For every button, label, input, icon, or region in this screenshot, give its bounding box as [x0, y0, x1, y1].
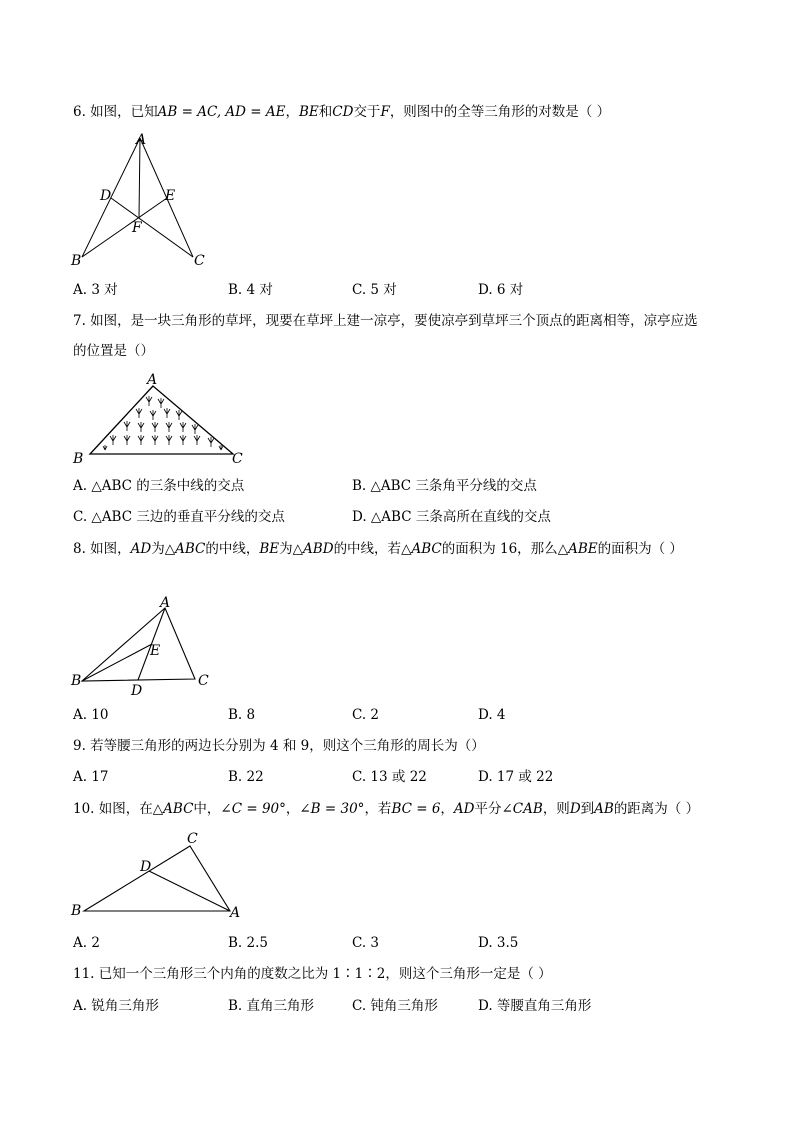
- q10-text-3: ，: [285, 801, 300, 817]
- q10-text-4: ，若: [364, 801, 392, 817]
- q10-ab: AB: [594, 801, 614, 817]
- q11-option-d[interactable]: D. 等腰直角三角形: [478, 998, 592, 1014]
- q10-text-6: 平分: [474, 801, 502, 817]
- q10-ad: AD: [453, 801, 475, 817]
- q9-stem: 9. 若等腰三角形的两边长分别为 4 和 9，则这个三角形的周长为（）: [73, 738, 485, 754]
- q7-option-b[interactable]: B. △ABC 三条角平分线的交点: [352, 478, 537, 494]
- q10-label-a: A: [230, 905, 241, 921]
- q9-option-d[interactable]: D. 17 或 22: [478, 769, 554, 785]
- q11-stem: 11. 已知一个三角形三个内角的度数之比为 1∶1∶2，则这个三角形一定是（ ）: [73, 966, 552, 982]
- q8-abc-2: △ABC: [401, 541, 442, 557]
- q11-option-b[interactable]: B. 直角三角形: [228, 998, 315, 1014]
- q8-abd: △ABD: [292, 541, 334, 557]
- q6-option-b[interactable]: B. 4 对: [228, 282, 273, 298]
- q10-label-c: C: [187, 831, 198, 847]
- q6-label-f: F: [132, 220, 142, 236]
- q6-be: BE: [299, 104, 319, 120]
- q8-label-a: A: [160, 595, 171, 611]
- q6-option-d[interactable]: D. 6 对: [478, 282, 524, 298]
- q9-option-a[interactable]: A. 17: [73, 769, 109, 785]
- q8-text-5: 的中线，若: [333, 541, 402, 557]
- q7-grass-pattern: [103, 396, 223, 450]
- q7-option-a[interactable]: A. △ABC 的三条中线的交点: [73, 478, 245, 494]
- q8-figure: [60, 590, 225, 700]
- q6-meet: 交于: [353, 104, 381, 120]
- q11-option-c[interactable]: C. 钝角三角形: [352, 998, 438, 1014]
- q10-angle-b: ∠B = 30°: [299, 801, 365, 817]
- q8-text-7: 的面积为（ ）: [597, 541, 683, 557]
- q8-stem: [73, 539, 683, 559]
- q11-option-a[interactable]: A. 锐角三角形: [73, 998, 159, 1014]
- q7-stem-line2: 的位置是（）: [73, 343, 154, 359]
- q6-figure: [60, 128, 220, 273]
- q6-and: 和: [318, 104, 333, 120]
- q8-text-1: 8. 如图，: [73, 541, 131, 557]
- q10-angle-c: ∠C = 90°: [220, 801, 286, 817]
- q8-option-d[interactable]: D. 4: [478, 707, 506, 723]
- q10-text-9: 的距离为（ ）: [613, 801, 700, 817]
- q9-option-c[interactable]: C. 13 或 22: [352, 769, 427, 785]
- q8-be: BE: [259, 541, 280, 557]
- q7-stem-line1: 7. 如图，是一块三角形的草坪，现要在草坪上建一凉亭，要使凉亭到草坪三个顶点的距离相等，凉亭应选: [73, 313, 698, 329]
- q10-stem: [73, 799, 699, 819]
- q8-abe: △ABE: [557, 541, 598, 557]
- q6-sep: ，: [285, 104, 299, 120]
- q7-figure: [65, 370, 255, 470]
- q8-text-2: 为: [151, 541, 165, 557]
- q10-text-5: ，: [440, 801, 454, 817]
- q6-label-a: A: [136, 132, 147, 148]
- q8-abc-1: △ABC: [164, 541, 206, 557]
- q8-option-c[interactable]: C. 2: [352, 707, 380, 723]
- q10-option-c[interactable]: C. 3: [352, 935, 380, 951]
- q6-label-d: D: [100, 188, 112, 204]
- q10-text-1: 10. 如图，在: [73, 801, 153, 817]
- q8-text-4: 为: [279, 541, 293, 557]
- q10-cab: ∠CAB: [501, 801, 543, 817]
- q7-label-b: B: [73, 451, 84, 467]
- q7-label-a: A: [147, 372, 158, 388]
- q10-d: D: [569, 801, 581, 817]
- q10-option-b[interactable]: B. 2.5: [228, 935, 268, 951]
- q8-label-b: B: [71, 673, 82, 689]
- q6-stem-start: 6. 如图，已知: [73, 104, 158, 120]
- q8-text-6: 的面积为 16，那么: [441, 541, 558, 557]
- q7-label-c: C: [232, 451, 243, 467]
- q6-label-e: E: [165, 188, 176, 204]
- q7-option-c[interactable]: C. △ABC 三边的垂直平分线的交点: [73, 509, 285, 525]
- q8-option-b[interactable]: B. 8: [228, 707, 256, 723]
- q6-f: F: [380, 104, 390, 120]
- q10-option-d[interactable]: D. 3.5: [478, 935, 519, 951]
- q8-label-d: D: [131, 683, 143, 699]
- q6-stem-end: ，则图中的全等三角形的对数是（ ）: [389, 104, 611, 120]
- q10-abc: △ABC: [152, 801, 194, 817]
- q8-option-a[interactable]: A. 10: [73, 707, 109, 723]
- q10-bc: BC = 6: [391, 801, 441, 817]
- q7-option-d[interactable]: D. △ABC 三条高所在直线的交点: [352, 509, 551, 525]
- q8-text-3: 的中线，: [205, 541, 260, 557]
- q8-ad: AD: [130, 541, 152, 557]
- q8-label-e: E: [150, 643, 161, 659]
- q6-cd: CD: [332, 104, 354, 120]
- q10-figure: [60, 825, 260, 925]
- q6-label-b: B: [71, 253, 82, 269]
- q10-option-a[interactable]: A. 2: [73, 935, 100, 951]
- q10-text-8: 到: [580, 801, 595, 817]
- q6-option-c[interactable]: C. 5 对: [352, 282, 397, 298]
- q10-text-7: ，则: [542, 801, 570, 817]
- q10-text-2: 中，: [193, 801, 221, 817]
- q10-label-b: B: [71, 903, 82, 919]
- q10-label-d: D: [140, 859, 152, 875]
- q6-label-c: C: [194, 253, 205, 269]
- q6-stem: [73, 102, 610, 122]
- q6-option-a[interactable]: A. 3 对: [73, 282, 118, 298]
- q8-label-c: C: [198, 673, 209, 689]
- q6-condition: AB = AC, AD = AE: [157, 104, 286, 120]
- q9-option-b[interactable]: B. 22: [228, 769, 264, 785]
